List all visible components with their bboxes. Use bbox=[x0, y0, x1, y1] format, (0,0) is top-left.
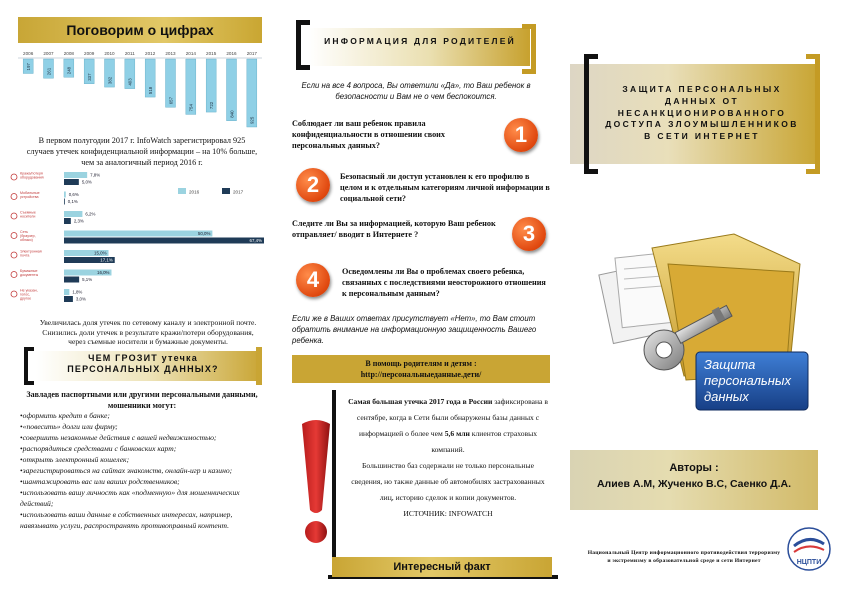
threat-heading bbox=[24, 347, 262, 385]
channel-data-label: 67,4% bbox=[249, 238, 262, 244]
yearly-data-label: 403 bbox=[127, 78, 133, 86]
story-source: ИСТОЧНИК: INFOWATCH bbox=[403, 509, 493, 518]
yearly-tick-label: 2010 bbox=[104, 51, 115, 56]
question-4: Осведомлены ли Вы о проблемах своего ребенка, связанных с последствиями неосторожного отношения к персональным данным? bbox=[342, 267, 546, 298]
channel-data-label: 50,0% bbox=[197, 231, 211, 237]
channel-bar bbox=[64, 231, 212, 237]
yearly-tick-label: 2014 bbox=[185, 51, 196, 56]
yearly-tick-label: 2009 bbox=[84, 51, 95, 56]
fraud-item: • оформить кредит в банке; bbox=[20, 410, 266, 421]
parents-intro: Если на все 4 вопроса, Вы ответили «Да», то Ваш ребенок в безопасности и Вам не о чем беспокоится. bbox=[301, 81, 531, 101]
threat-title: ЧЕМ ГРОЗИТ утечка ПЕРСОНАЛЬНЫХ ДАННЫХ? bbox=[67, 353, 219, 374]
cover-title: ЗАЩИТА ПЕРСОНАЛЬНЫХ ДАННЫХ ОТ НЕСАНКЦИОНИРОВАННОГО ДОСТУПА ЗЛОУМЫШЛЕННИКОВ В СЕТИ ИНТЕРНЕТ bbox=[605, 84, 799, 142]
fraud-item: • зарегистрироваться на сайтах знакомств, онлайн-игр и казино; bbox=[20, 465, 266, 476]
interesting-fact-story bbox=[332, 390, 554, 558]
channel-data-label: 0,6% bbox=[68, 192, 79, 198]
help-link[interactable]: http://персональныеданные.дети/ bbox=[360, 370, 482, 379]
category-icon bbox=[11, 291, 17, 297]
yearly-data-label: 518 bbox=[147, 86, 153, 95]
channel-bar bbox=[64, 199, 65, 205]
channel-leaks-chart bbox=[8, 166, 272, 314]
panel-statistics bbox=[0, 0, 280, 595]
fraud-item: • использовать ваши данные в собственных интересах, например, навязывать услуги, распространять противоправный контент. bbox=[20, 509, 266, 531]
category-label: Кража/потеря оборудования bbox=[20, 171, 44, 180]
yearly-data-label: 925 bbox=[249, 116, 255, 124]
legend-label: 2017 bbox=[233, 189, 244, 195]
channel-bar bbox=[64, 238, 264, 244]
yearly-tick-label: 2017 bbox=[246, 51, 257, 56]
category-icon bbox=[11, 252, 17, 258]
ncpti-logo bbox=[786, 526, 832, 572]
question-2: Безопасный ли доступ установлен к его профилю в целом и к отдельным категориям личной информации в социальной сети? bbox=[340, 172, 550, 203]
cover-heading bbox=[570, 54, 820, 174]
fraud-intro: Завладев паспортными или другими персональными данными, мошенники могут: bbox=[26, 390, 258, 410]
story-country: России bbox=[468, 397, 493, 406]
channel-bar bbox=[64, 218, 71, 224]
yearly-data-label: 197 bbox=[25, 63, 31, 71]
number-4-badge: 4 bbox=[296, 263, 330, 297]
authors-heading: Авторы : bbox=[669, 462, 719, 474]
category-label: Электронная почта bbox=[20, 249, 42, 258]
yearly-tick-label: 2015 bbox=[206, 51, 217, 56]
category-icon bbox=[11, 233, 17, 239]
category-icon bbox=[11, 272, 17, 278]
fraud-item: • использовать вашу личность как «подменную» для мошеннических действий; bbox=[20, 487, 266, 509]
number-2-badge: 2 bbox=[296, 168, 330, 202]
channel-data-label: 17,1% bbox=[100, 257, 113, 263]
yearly-leaks-svg bbox=[18, 47, 262, 131]
legend-swatch bbox=[178, 188, 186, 194]
yearly-data-label: 722 bbox=[208, 101, 214, 110]
channel-bar bbox=[64, 277, 79, 283]
yearly-data-label: 382 bbox=[107, 76, 113, 85]
fraud-list bbox=[20, 410, 266, 531]
story-paragraph-2: Большинство баз содержали не только персональные сведения, но также данные об автомобилях застрахованных лиц, историю сделок и копии документов. bbox=[351, 461, 545, 502]
channel-data-label: 3,0% bbox=[75, 296, 86, 302]
yearly-tick-label: 2013 bbox=[165, 51, 176, 56]
channel-bar bbox=[64, 179, 79, 185]
channel-bar bbox=[64, 296, 73, 302]
story-text-2: клиентов страховых компаний. bbox=[431, 429, 538, 454]
channel-data-label: 15,0% bbox=[94, 250, 107, 256]
question-3: Следите ли Вы за информацией, которую Ваш ребенок отправляет/ вводит в Интернете ? bbox=[292, 219, 496, 239]
legend-label: 2016 bbox=[189, 189, 200, 195]
channel-bar bbox=[64, 172, 87, 178]
number-1-badge: 1 bbox=[504, 118, 538, 152]
label-line-1: Защита bbox=[704, 357, 756, 372]
channel-data-label: 2,3% bbox=[73, 218, 84, 224]
fraud-item: • «повесить» долги или фирму; bbox=[20, 421, 266, 432]
channel-data-label: 5,1% bbox=[82, 277, 93, 283]
channel-bar bbox=[64, 192, 66, 198]
category-icon bbox=[11, 194, 17, 200]
yearly-leaks-chart bbox=[18, 47, 262, 131]
story-lead: Самая большая утечка 2017 года в bbox=[348, 397, 467, 406]
authors-box bbox=[570, 450, 818, 510]
chart-caption: В первом полугодии 2017 г. InfoWatch зарегистрировал 925 случаев утечек конфиденциальной информации – на 10% больше, чем за аналогичный период 2016 г. bbox=[26, 136, 258, 167]
category-label: Бумажные документы bbox=[20, 269, 39, 277]
yearly-tick-label: 2016 bbox=[226, 51, 237, 56]
category-label: Съемные носители bbox=[20, 210, 36, 219]
parents-title: ИНФОРМАЦИЯ ДЛЯ РОДИТЕЛЕЙ bbox=[324, 36, 516, 46]
authors-names: Алиев А.М, Жученко В.С, Саенко Д.А. bbox=[596, 478, 792, 490]
channel-data-label: 7,8% bbox=[90, 172, 101, 178]
story-count: 5,6 млн bbox=[444, 429, 470, 438]
label-line-3: данных bbox=[704, 389, 749, 404]
channel-data-label: 6,2% bbox=[85, 211, 96, 217]
category-label: Не указан, голос, другое bbox=[20, 288, 38, 301]
yearly-data-label: 337 bbox=[86, 73, 92, 81]
help-line: В помощь родителям и детям : bbox=[365, 359, 477, 368]
channel-leaks-svg bbox=[8, 166, 272, 314]
fraud-item: • распорядиться средствами с банковских карт; bbox=[20, 443, 266, 454]
channel-caption: Увеличилась доля утечек по сетевому каналу и электронной почте. Снизились доли утечек в результате кражи/потери оборудования, через съемные носители и бумажные документы. bbox=[39, 318, 257, 347]
yearly-tick-label: 2007 bbox=[43, 51, 54, 56]
fraud-item: • совершить незаконные действия с вашей недвижимостью; bbox=[20, 432, 266, 443]
yearly-data-label: 248 bbox=[66, 66, 72, 75]
yearly-data-label: 261 bbox=[46, 67, 52, 76]
help-box bbox=[292, 355, 550, 383]
question-1: Соблюдает ли ваш ребенок правила конфиденциальности в отношении своих персональных данных? bbox=[292, 119, 445, 150]
channel-data-label: 16,0% bbox=[97, 270, 110, 276]
yearly-tick-label: 2012 bbox=[145, 51, 156, 56]
interesting-fact-label: Интересный факт bbox=[332, 557, 552, 577]
folder-key-illustration bbox=[594, 224, 814, 434]
category-icon bbox=[11, 213, 17, 219]
logo-text: НЦПТИ bbox=[796, 559, 822, 566]
channel-data-label: 5,0% bbox=[81, 179, 92, 185]
statistics-title: Поговорим о цифрах bbox=[18, 17, 262, 43]
parents-heading bbox=[296, 20, 536, 80]
parents-closing: Если же в Ваших ответах присутствует «Нет», то Вам стоит обратить внимание на информационную защищенность Вашего ребенка. bbox=[292, 314, 537, 345]
panel-parents bbox=[284, 0, 560, 595]
exclamation-icon bbox=[296, 418, 336, 548]
channel-bar bbox=[64, 211, 82, 217]
panel-cover bbox=[564, 0, 842, 595]
legend-swatch bbox=[222, 188, 230, 194]
channel-data-label: 1,8% bbox=[72, 289, 83, 295]
number-3-badge: 3 bbox=[512, 217, 546, 251]
channel-bar bbox=[64, 289, 69, 295]
channel-data-label: 0,1% bbox=[67, 199, 78, 205]
yearly-data-label: 657 bbox=[168, 96, 174, 105]
category-label: Сеть (браузер, облако) bbox=[20, 230, 36, 242]
yearly-data-label: 754 bbox=[188, 104, 194, 112]
story-text-1: зафиксирована в сентябре, когда в Сети были обнаружены базы данных с информацией о более чем bbox=[356, 397, 548, 438]
fraud-item: • шантажировать вас или ваших родственников; bbox=[20, 476, 266, 487]
yearly-tick-label: 2008 bbox=[63, 51, 74, 56]
fraud-item: • открыть электронный кошелек; bbox=[20, 454, 266, 465]
yearly-tick-label: 2006 bbox=[23, 51, 34, 56]
yearly-tick-label: 2011 bbox=[124, 51, 135, 56]
yearly-data-label: 840 bbox=[229, 110, 235, 118]
label-line-2: персональных bbox=[704, 373, 791, 388]
organization-name: Национальный Центр информационного противодействия терроризму и экстремизму в образовательной среде и сети Интернет bbox=[587, 550, 781, 564]
category-label: Мобильные устройства bbox=[20, 191, 40, 199]
category-icon bbox=[11, 174, 17, 180]
